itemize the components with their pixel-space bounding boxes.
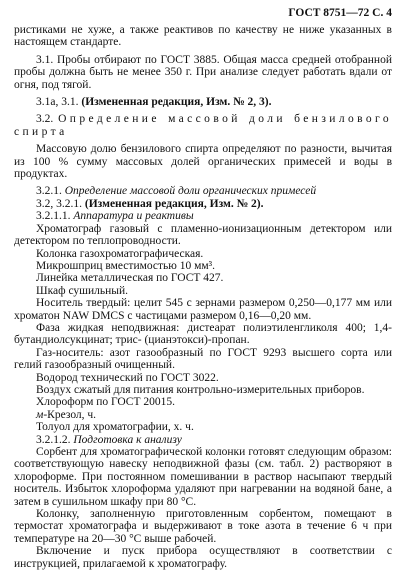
clause-number: 3.1а, 3.1. [36,96,79,109]
section-heading-3-2 [14,113,392,138]
subsection-title: Подготовка к анализу [73,433,182,446]
list-item-cresol [14,409,392,421]
subsection-heading-3-2-1-1 [14,210,392,222]
paragraph-revision-3-1a [14,96,392,108]
clause-number: 3.2. [36,113,54,126]
list-item-toluene: Толуол для хроматографии, х. ч. [36,421,194,434]
page-header: ГОСТ 8751—72 С. 4 [288,7,392,19]
paragraph-column: Колонку, заполненную приготовленным сорбентом, помещают в термостат хроматографа и выдерживают в токе азота в течение 6 ч при температуре на 20—30 °С выше рабочей. [14,508,392,545]
paragraph-3-1: 3.1. Пробы отбирают по ГОСТ 3885. Общая масса средней отобранной пробы должна быть не менее 350 г. При анализе следует работать вдали от огня, под тягой. [14,53,392,91]
section-title: Определение массовой доли бензилового спирта [14,113,392,138]
paragraph-mass-fraction: Массовую долю бензилового спирта определяют по разности, вычитая из 100 % сумму массовых долей органических примесей и воды в продуктах. [14,143,392,181]
list-item-carrier: Носитель твердый: целит 545 с зернами размером 0,250—0,177 мм или хроматон NAW DMCS с частицами размером 0,16—0,20 мм. [14,297,392,322]
list-item-carrier-gas: Газ-носитель: азот газообразный по ГОСТ 9293 высшего сорта или гелий газообразный очищенный. [14,346,392,372]
list-item-air: Воздух сжатый для питания контрольно-измерительных приборов. [36,383,365,396]
paragraph-sorbent: Сорбент для хроматографической колонки готовят следующим образом: соответствующую навеску неподвижной фазы (см. табл. 2) растворяют в хлороформе. При постоянном помешивании в раствор насыпают твердый носитель. Избыток хлороформа удаляют при нагревании на водяной бане, а затем в сушильном шкафу при 80 °С. [14,446,392,508]
list-item-oven: Шкаф сушильный. [36,284,129,297]
list-item-chloroform: Хлороформ по ГОСТ 20015. [36,396,176,409]
subsection-title: Аппаратура и реактивы [73,210,194,223]
list-item-hydrogen: Водород технический по ГОСТ 3022. [36,371,219,384]
cresol-text: -Крезол, ч. [43,408,97,421]
list-item-chromatograph: Хроматограф газовый с пламенно-ионизационным детектором или детектором по теплопроводности. [14,222,392,248]
clause-number: 3.2.1.1. [36,210,71,223]
clause-number: 3.2.1. [36,185,62,198]
paragraph-revision-3-2 [14,198,392,210]
subsection-heading-3-2-1-2 [14,434,392,446]
revision-note: (Измененная редакция, Изм. № 2, 3). [81,96,272,109]
subsection-title: Определение массовой доли органических примесей [64,185,317,198]
revision-note: (Измененная редакция, Изм. № 2). [84,197,264,210]
list-item-microsyringe: Микрошприц вместимостью 10 мм³. [36,259,216,272]
list-item-liquid-phase: Фаза жидкая неподвижная: дистеарат полиэтиленгликоля 400; 1,4-бутандиолсукцинат; трис- (цианэтокси)-пропан. [14,321,392,347]
subsection-heading-3-2-1 [14,185,392,197]
cresol-prefix: м [36,408,44,421]
clause-number: 3.2, 3.2.1. [36,197,82,210]
list-item-ruler: Линейка металлическая по ГОСТ 427. [36,272,224,285]
clause-number: 3.2.1.2. [36,433,71,446]
paragraph-startup: Включение и пуск прибора осуществляют в соответствии с инструкцией, прилагаемой к хроматографу. [14,545,392,570]
paragraph-continuation: ристиками не хуже, а также реактивов по качеству не ниже указанных в настоящем стандарте. [14,24,392,49]
list-item-column: Колонка газохроматографическая. [36,247,204,260]
